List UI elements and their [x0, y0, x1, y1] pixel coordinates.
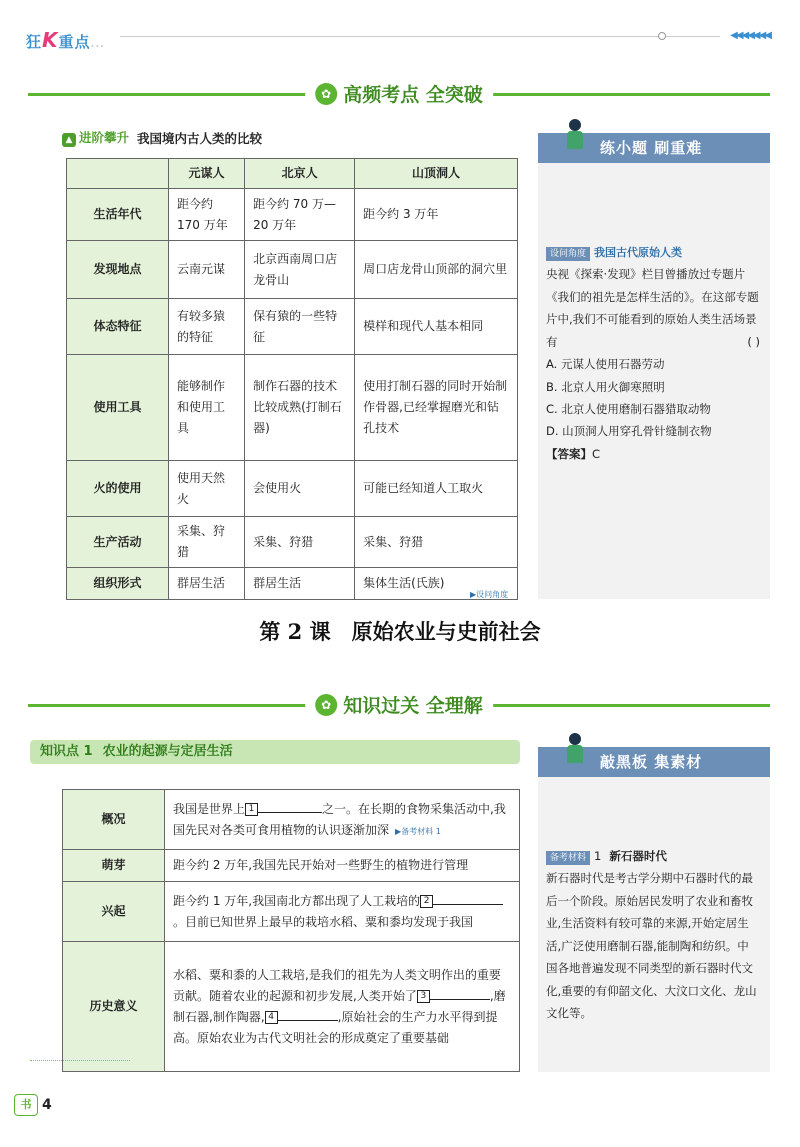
material-text: 新石器时代是考古学分期中石器时代的最后一个阶段。原始居民发明了农业和畜牧业,生活资料有较可靠的来源,开始定居生活,广泛使用磨制石器,能制陶和纺织。中国各地普遍发现不同类型的新石器时代文化,重要的有仰韶文化、大汶口文化、龙山文化等。: [546, 871, 757, 1020]
answer-paren: ( ): [747, 334, 760, 349]
table-cell: 距今约 3 万年: [355, 189, 518, 241]
practice-sidebar: [538, 133, 770, 599]
option-c[interactable]: C. 北京人使用磨制石器猎取动物: [546, 401, 711, 416]
table-row: [67, 568, 518, 600]
table-cell: 集体生活(氏族): [355, 568, 518, 600]
table-cell: 制作石器的技术比较成熟(打制石器): [245, 355, 355, 461]
student-figure-icon: [564, 119, 586, 157]
table-cell: 距今约 1 万年,我国南北方都出现了人工栽培的 2。目前已知世界上最早的栽培水稻、粟和黍均发现于我国: [165, 882, 520, 942]
table-row: [67, 299, 518, 355]
answer: 【答案】C: [546, 446, 601, 461]
table-row: [63, 942, 520, 1072]
cart-icon: 书: [14, 1094, 38, 1116]
mountain-icon: ▲: [62, 133, 76, 147]
table-row: [67, 461, 518, 517]
table-row: [67, 517, 518, 568]
row-header: 火的使用: [67, 461, 169, 517]
row-header: 概况: [63, 790, 165, 850]
table-cell: 有较多猿的特征: [169, 299, 245, 355]
advance-tag: ▲ 进阶攀升: [62, 128, 129, 147]
material-tag: 备考材料: [546, 851, 590, 865]
page-number: 书 4: [14, 1094, 52, 1116]
table-cell: 会使用火: [245, 461, 355, 517]
question-heading: 设问角度 我国古代原始人类: [546, 241, 760, 263]
row-header: 生活年代: [67, 189, 169, 241]
header-rule: [120, 36, 720, 37]
row-header: 萌芽: [63, 850, 165, 882]
material-heading: 备考材料 1 新石器时代: [546, 845, 760, 867]
flower-icon: ✿: [315, 83, 337, 105]
table-cell: 距今约 70 万— 20 万年: [245, 189, 355, 241]
row-header: 使用工具: [67, 355, 169, 461]
section-banner-exam: [28, 80, 770, 110]
section-title: 知识过关 全理解: [343, 695, 483, 717]
header-arrows-icon: ◀◀◀◀◀◀◀: [730, 30, 770, 41]
brand-logo: 狂K重点...: [26, 28, 105, 52]
answer-blank[interactable]: [258, 812, 322, 813]
answer-blank[interactable]: [430, 999, 490, 1000]
table-cell: 使用天然火: [169, 461, 245, 517]
table-cell: 采集、狩猎: [169, 517, 245, 568]
table-row: [67, 355, 518, 461]
table-cell: 水稻、粟和黍的人工栽培,是我们的祖先为人类文明作出的重要贡献。随着农业的起源和初步发展,人类开始了 3 ,磨制石器,制作陶器, 4 ,原始社会的生产力水平得到提高。原始农业为古代文明社会的形成奠定了重要基础: [165, 942, 520, 1072]
table-row: [67, 189, 518, 241]
row-header: 兴起: [63, 882, 165, 942]
table-cell: 距今约 170 万年: [169, 189, 245, 241]
question-text: 央视《探索·发现》栏目曾播放过专题片《我们的祖先是怎样生活的》。在这部专题片中,我们不可能看到的原始人类生活场景有 ( ): [546, 263, 760, 353]
table-cell: 群居生活: [245, 568, 355, 600]
table-cell: 云南元谋: [169, 241, 245, 299]
table-row: [63, 882, 520, 942]
column-header: [67, 159, 169, 189]
table-cell: 群居生活: [169, 568, 245, 600]
table-cell: 保有猿的一些特征: [245, 299, 355, 355]
section-title: 高频考点 全突破: [343, 84, 483, 106]
sidebar-header: 练小题 刷重难: [538, 133, 770, 163]
sidebar-header: 敲黑板 集素材: [538, 747, 770, 777]
answer-blank[interactable]: [433, 904, 503, 905]
flower-icon: ✿: [315, 694, 337, 716]
blank-number: 1: [245, 803, 258, 816]
column-header: 北京人: [245, 159, 355, 189]
ask-angle-link[interactable]: ▶设问角度: [470, 590, 509, 599]
knowledge-point-title: 农业的起源与定居生活: [102, 744, 233, 759]
column-header: 元谋人: [169, 159, 245, 189]
comparison-table: [66, 158, 518, 600]
row-header: 发现地点: [67, 241, 169, 299]
table-cell: 采集、狩猎: [245, 517, 355, 568]
blank-number: 2: [420, 895, 433, 908]
table-cell: 能够制作和使用工具: [169, 355, 245, 461]
section-banner-knowledge: [28, 691, 770, 721]
option-a[interactable]: A. 元谋人使用石器劳动: [546, 357, 665, 372]
table-cell: 北京西南周口店龙骨山: [245, 241, 355, 299]
blank-number: 3: [417, 990, 430, 1003]
column-header: 山顶洞人: [355, 159, 518, 189]
knowledge-table: [62, 789, 520, 1072]
answer-blank[interactable]: [278, 1020, 338, 1021]
option-b[interactable]: B. 北京人用火御寒照明: [546, 379, 665, 394]
row-header: 体态特征: [67, 299, 169, 355]
student-figure-icon: [564, 733, 586, 771]
knowledge-point-label: 知识点 1: [40, 744, 93, 759]
table-cell: 距今约 2 万年,我国先民开始对一些野生的植物进行管理: [165, 850, 520, 882]
table-row: [67, 241, 518, 299]
material-sidebar: [538, 747, 770, 1072]
header-dot: [658, 32, 666, 40]
table-cell: 使用打制石器的同时开始制作骨器,已经掌握磨光和钻孔技术: [355, 355, 518, 461]
row-header: 生产活动: [67, 517, 169, 568]
option-d[interactable]: D. 山顶洞人用穿孔骨针缝制衣物: [546, 424, 712, 439]
compare-heading: [62, 128, 262, 147]
table-cell: 模样和现代人基本相同: [355, 299, 518, 355]
table-row: [63, 790, 520, 850]
table-cell: 可能已经知道人工取火: [355, 461, 518, 517]
table-cell: 采集、狩猎: [355, 517, 518, 568]
compare-title: 我国境内古人类的比较: [137, 130, 263, 146]
row-header: 组织形式: [67, 568, 169, 600]
knowledge-point-bar: [30, 740, 520, 764]
table-row: [63, 850, 520, 882]
table-cell: 周口店龙骨山顶部的洞穴里: [355, 241, 518, 299]
table-cell: 我国是世界上 1 之一。在长期的食物采集活动中,我国先民对各类可食用植物的认识逐渐加深 ▶备考材料 1: [165, 790, 520, 850]
reference-link[interactable]: ▶备考材料 1: [395, 826, 441, 836]
row-header: 历史意义: [63, 942, 165, 1072]
footer-rule: [30, 1060, 130, 1061]
lesson-title: 第 2 课 原始农业与史前社会: [259, 619, 541, 644]
blank-number: 4: [265, 1011, 278, 1024]
question-tag: 设问角度: [546, 247, 590, 261]
